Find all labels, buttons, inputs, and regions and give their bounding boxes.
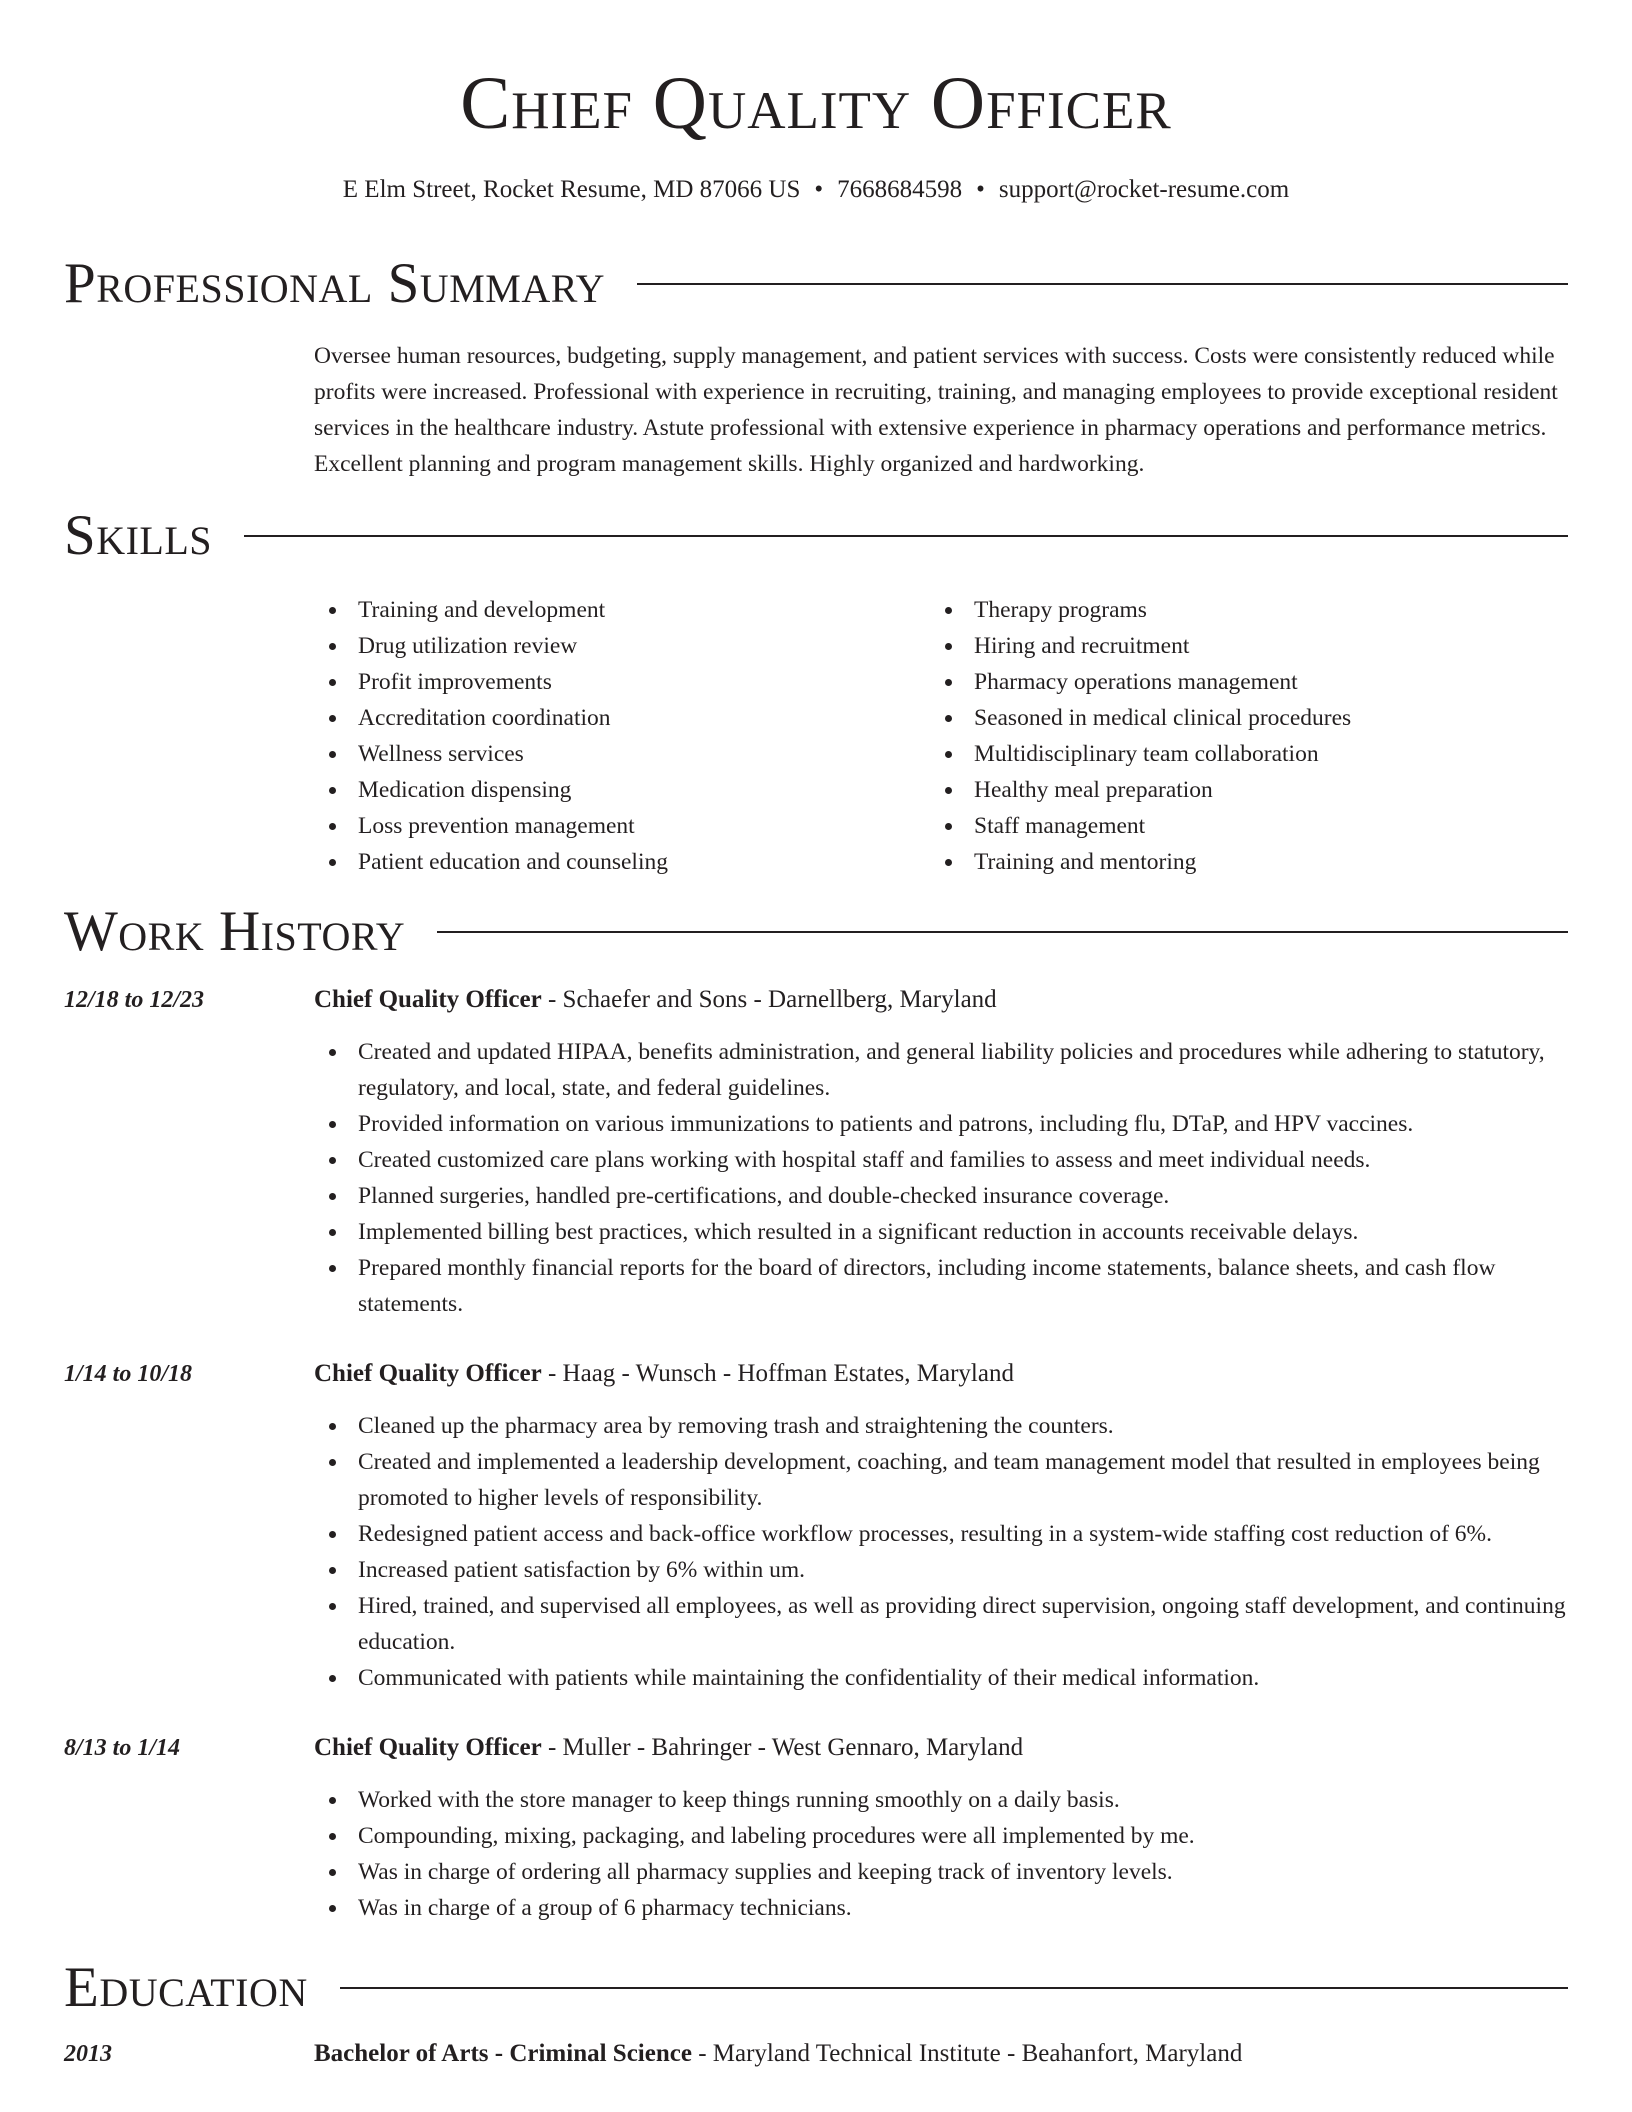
skill-item: Multidisciplinary team collaboration bbox=[930, 736, 1568, 772]
job-title: Chief Quality Officer bbox=[314, 986, 542, 1013]
summary-text: Oversee human resources, budgeting, supply management, and patient services with success. Costs were consistently reduced while profits were increased. Professional with experience in recruiting, training, and managing employees to provide exceptional resident services in the healthcare industry. Astute professional with extensive experience in pharmacy operations and performance metrics. Excellent planning and program management skills. Highly organized and hardworking. bbox=[314, 343, 1558, 477]
job-bullet: Created and updated HIPAA, benefits administration, and general liability policies and procedures while adhering to statutory, regulatory, and local, state, and federal guidelines. bbox=[314, 1034, 1568, 1106]
skills-heading: Skills bbox=[64, 504, 213, 567]
job-bullet: Planned surgeries, handled pre-certifications, and double-checked insurance coverage. bbox=[314, 1178, 1568, 1214]
job-bullet: Increased patient satisfaction by 6% within um. bbox=[314, 1552, 1568, 1588]
education-section-header bbox=[64, 1956, 1568, 2020]
section-divider bbox=[340, 1987, 1568, 1989]
education-institution: - Maryland Technical Institute - Beahanfort, Maryland bbox=[691, 2040, 1243, 2067]
section-divider bbox=[244, 535, 1568, 537]
skill-item: Staff management bbox=[930, 808, 1568, 844]
skill-item: Wellness services bbox=[314, 736, 930, 772]
education-year: 2013 bbox=[64, 2041, 112, 2067]
education-title-line bbox=[314, 2036, 1242, 2072]
skills-list bbox=[314, 592, 1568, 880]
job-bullet: Created customized care plans working with hospital staff and families to assess and meet individual needs. bbox=[314, 1142, 1568, 1178]
section-divider bbox=[637, 283, 1568, 285]
skills-section-header bbox=[64, 504, 1568, 568]
skill-item: Drug utilization review bbox=[314, 628, 930, 664]
skill-item: Accreditation coordination bbox=[314, 700, 930, 736]
job-bullet: Cleaned up the pharmacy area by removing trash and straightening the counters. bbox=[314, 1408, 1568, 1444]
job-bullet: Compounding, mixing, packaging, and labeling procedures were all implemented by me. bbox=[314, 1818, 1568, 1854]
education-degree: Bachelor of Arts - Criminal Science bbox=[314, 2040, 692, 2067]
job-employer: - Haag - Wunsch - Hoffman Estates, Maryland bbox=[541, 1360, 1014, 1387]
job-title-line bbox=[314, 982, 997, 1018]
job-title-line bbox=[314, 1356, 1014, 1392]
job-dates: 1/14 to 10/18 bbox=[64, 1361, 193, 1387]
job-bullet: Was in charge of ordering all pharmacy supplies and keeping track of inventory levels. bbox=[314, 1854, 1568, 1890]
section-divider bbox=[437, 931, 1568, 933]
contact-separator: • bbox=[814, 176, 824, 203]
contact-phone: 7668684598 bbox=[837, 176, 963, 203]
page-title: Chief Quality Officer bbox=[460, 62, 1172, 145]
job-dates: 12/18 to 12/23 bbox=[64, 987, 205, 1013]
summary-section-header bbox=[64, 252, 1568, 316]
contact-line bbox=[64, 174, 1568, 206]
skill-item: Therapy programs bbox=[930, 592, 1568, 628]
skill-item: Patient education and counseling bbox=[314, 844, 930, 880]
job-bullet: Implemented billing best practices, which resulted in a significant reduction in accounts receivable delays. bbox=[314, 1214, 1568, 1250]
job-bullets bbox=[314, 1782, 1568, 1926]
job-bullet: Provided information on various immunizations to patients and patrons, including flu, DTaP, and HPV vaccines. bbox=[314, 1106, 1568, 1142]
job-bullet: Prepared monthly financial reports for the board of directors, including income statements, balance sheets, and cash flow statements. bbox=[314, 1250, 1568, 1322]
job-bullet: Redesigned patient access and back-office workflow processes, resulting in a system-wide staffing cost reduction of 6%. bbox=[314, 1516, 1568, 1552]
skill-item: Profit improvements bbox=[314, 664, 930, 700]
contact-email: support@rocket-resume.com bbox=[998, 176, 1290, 203]
job-bullets bbox=[314, 1034, 1568, 1322]
job-dates: 8/13 to 1/14 bbox=[64, 1735, 181, 1761]
job-title-line bbox=[314, 1730, 1023, 1766]
education-heading: Education bbox=[64, 1956, 308, 2019]
skill-item: Seasoned in medical clinical procedures bbox=[930, 700, 1568, 736]
skills-column-right bbox=[930, 592, 1568, 880]
skill-item: Training and development bbox=[314, 592, 930, 628]
job-bullet: Worked with the store manager to keep things running smoothly on a daily basis. bbox=[314, 1782, 1568, 1818]
job-title: Chief Quality Officer bbox=[314, 1360, 542, 1387]
job-bullet: Created and implemented a leadership development, coaching, and team management model that resulted in employees being promoted to higher levels of responsibility. bbox=[314, 1444, 1568, 1516]
resume-page bbox=[64, 0, 1568, 2112]
job-employer: - Schaefer and Sons - Darnellberg, Maryland bbox=[541, 986, 997, 1013]
summary-heading: Professional Summary bbox=[64, 252, 606, 315]
job-employer: - Muller - Bahringer - West Gennaro, Maryland bbox=[541, 1734, 1024, 1761]
job-bullets bbox=[314, 1408, 1568, 1696]
job-bullet: Was in charge of a group of 6 pharmacy technicians. bbox=[314, 1890, 1568, 1926]
skill-item: Loss prevention management bbox=[314, 808, 930, 844]
skill-item: Hiring and recruitment bbox=[930, 628, 1568, 664]
contact-address: E Elm Street, Rocket Resume, MD 87066 US bbox=[342, 176, 801, 203]
skills-column-left bbox=[314, 592, 930, 880]
job-bullet: Hired, trained, and supervised all employees, as well as providing direct supervision, ongoing staff development, and continuing education. bbox=[314, 1588, 1568, 1660]
work-section-header bbox=[64, 900, 1568, 964]
job-title: Chief Quality Officer bbox=[314, 1734, 542, 1761]
skill-item: Pharmacy operations management bbox=[930, 664, 1568, 700]
skill-item: Training and mentoring bbox=[930, 844, 1568, 880]
work-heading: Work History bbox=[64, 900, 406, 963]
skill-item: Medication dispensing bbox=[314, 772, 930, 808]
contact-separator: • bbox=[976, 176, 985, 203]
skill-item: Healthy meal preparation bbox=[930, 772, 1568, 808]
job-bullet: Communicated with patients while maintaining the confidentiality of their medical information. bbox=[314, 1660, 1568, 1696]
